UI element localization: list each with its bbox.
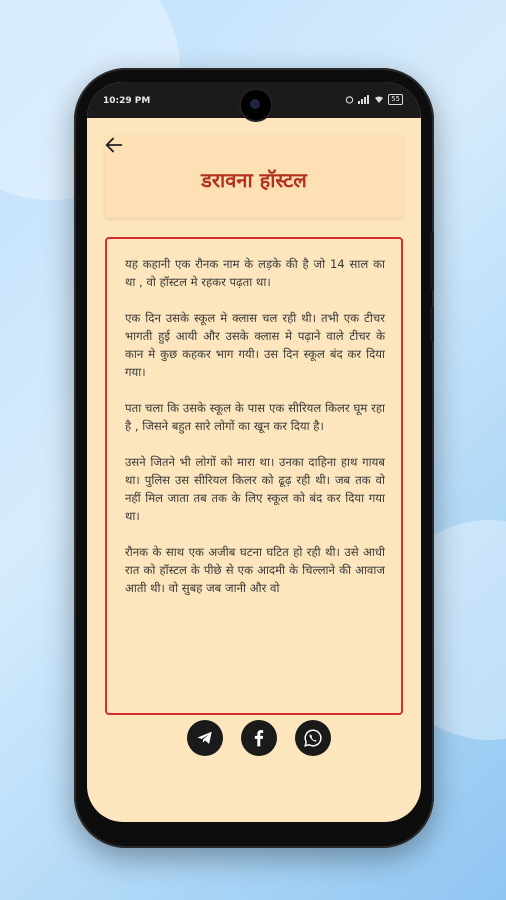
app-screen [87, 82, 421, 822]
story-text [107, 239, 401, 597]
status-icons [345, 94, 403, 105]
page-title: डरावना हॉस्टल [201, 168, 307, 192]
story-paragraph: पता चला कि उसके स्कूल के पास एक सीरियल किलर घूम रहा है , जिसने बहुत सारे लोगों का खून कर दिया है। [125, 401, 385, 433]
title-card [105, 136, 403, 218]
facebook-icon [249, 728, 269, 748]
facebook-share-button[interactable] [241, 720, 277, 756]
share-buttons [187, 720, 331, 756]
phone-side-button [430, 232, 434, 290]
telegram-share-button[interactable] [187, 720, 223, 756]
wifi-icon [374, 95, 384, 104]
battery-level: 55 [391, 95, 400, 103]
signal-icon [358, 95, 370, 104]
whatsapp-icon [302, 727, 324, 749]
alarm-icon [345, 95, 354, 104]
battery-icon [388, 94, 403, 105]
whatsapp-share-button[interactable] [295, 720, 331, 756]
front-camera [239, 88, 273, 122]
story-paragraph: उसने जितने भी लोगों को मारा था। उनका दाहिना हाथ गायब था। पुलिस उस सीरियल किलर को ढूढ़ रही थी। जब तक वो नहीं मिल जाता तब तक के लिए स्कूल को बंद कर दिया गया था। [125, 455, 385, 523]
arrow-left-icon[interactable] [103, 134, 125, 156]
story-paragraph: एक दिन उसके स्कूल मे क्लास चल रही थी। तभी एक टीचर भागती हुई आयी और उसके क्लास मे पढ़ाने वाले टीचर के कान मे कुछ कहकर भाग गयी। उस दिन स्कूल बंद कर दिया गया। [125, 311, 385, 379]
status-time: 10:29 PM [103, 96, 151, 106]
story-paragraph: रौनक के साथ एक अजीब घटना घटित हो रही थी। उसे आधी रात को हॉस्टल के पीछे से एक आदमी के चिल्लाने की आवाज आती थी। वो सुबह जब जानी और वो [125, 545, 385, 595]
phone-side-button [430, 306, 434, 342]
telegram-icon [195, 728, 215, 748]
story-paragraph: यह कहानी एक रौनक नाम के लड़के की है जो 14 साल का था , वो हॉस्टल मे रहकर पढ़ता था। [125, 257, 385, 289]
story-content-box[interactable] [105, 237, 403, 715]
